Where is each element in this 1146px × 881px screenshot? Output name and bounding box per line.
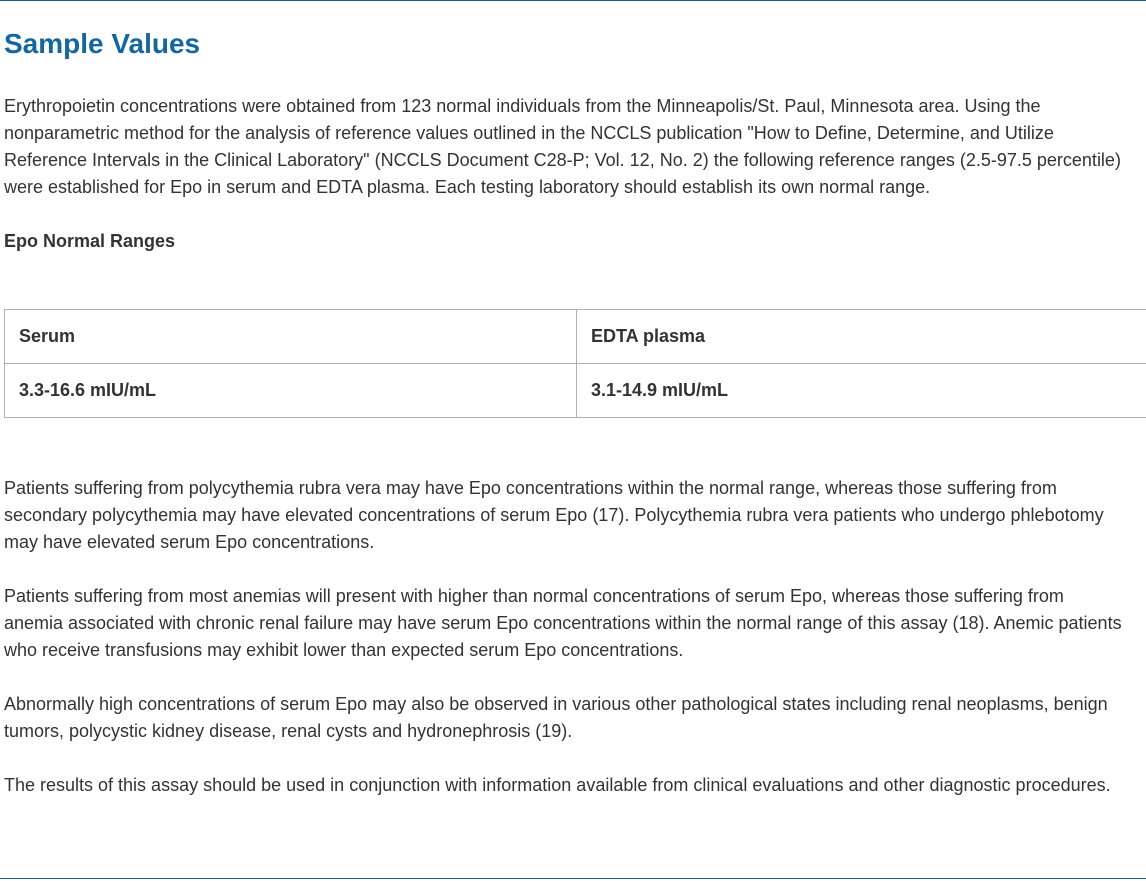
bottom-divider [0, 878, 1146, 879]
anemia-paragraph: Patients suffering from most anemias will present with higher than normal concentrations of serum Epo, whereas those suffering from anemia associated with chronic renal failure may have serum Epo concentrations within the normal range of this assay (18). Anemic patients who receive transfusions may exhibit lower than expected serum Epo concentrations. [4, 586, 1122, 660]
table-header-edta-plasma: EDTA plasma [577, 310, 1146, 364]
normal-ranges-table [4, 309, 1146, 418]
section-title: Sample Values [4, 28, 201, 59]
polycythemia-paragraph: Patients suffering from polycythemia rubra vera may have Epo concentrations within the normal range, whereas those suffering from secondary polycythemia may have elevated concentrations of serum Epo (17). Polycythemia rubra vera patients who undergo phlebotomy may have elevated serum Epo concentrations. [4, 478, 1104, 552]
table-header-row [5, 310, 1146, 364]
table-header-serum: Serum [5, 310, 577, 364]
serum-range-value: 3.3-16.6 mIU/mL [5, 364, 577, 418]
table-row [5, 364, 1146, 418]
top-divider [0, 0, 1146, 1]
conclusion-paragraph: The results of this assay should be used in conjunction with information available from clinical evaluations and other diagnostic procedures. [4, 775, 1111, 795]
ranges-heading: Epo Normal Ranges [4, 231, 176, 251]
pathological-states-paragraph: Abnormally high concentrations of serum Epo may also be observed in various other pathological states including renal neoplasms, benign tumors, polycystic kidney disease, renal cysts and hydronephrosis (19). [4, 694, 1108, 741]
edta-plasma-range-value: 3.1-14.9 mIU/mL [577, 364, 1146, 418]
intro-paragraph: Erythropoietin concentrations were obtained from 123 normal individuals from the Minneapolis/St. Paul, Minnesota area. Using the nonparametric method for the analysis of reference values outlined in the NCCLS publication "How to Define, Determine, and Utilize Reference Intervals in the Clinical Laboratory" (NCCLS Document C28-P; Vol. 12, No. 2) the following reference ranges (2.5-97.5 percentile) were established for Epo in serum and EDTA plasma. Each testing laboratory should establish its own normal range. [4, 96, 1121, 197]
